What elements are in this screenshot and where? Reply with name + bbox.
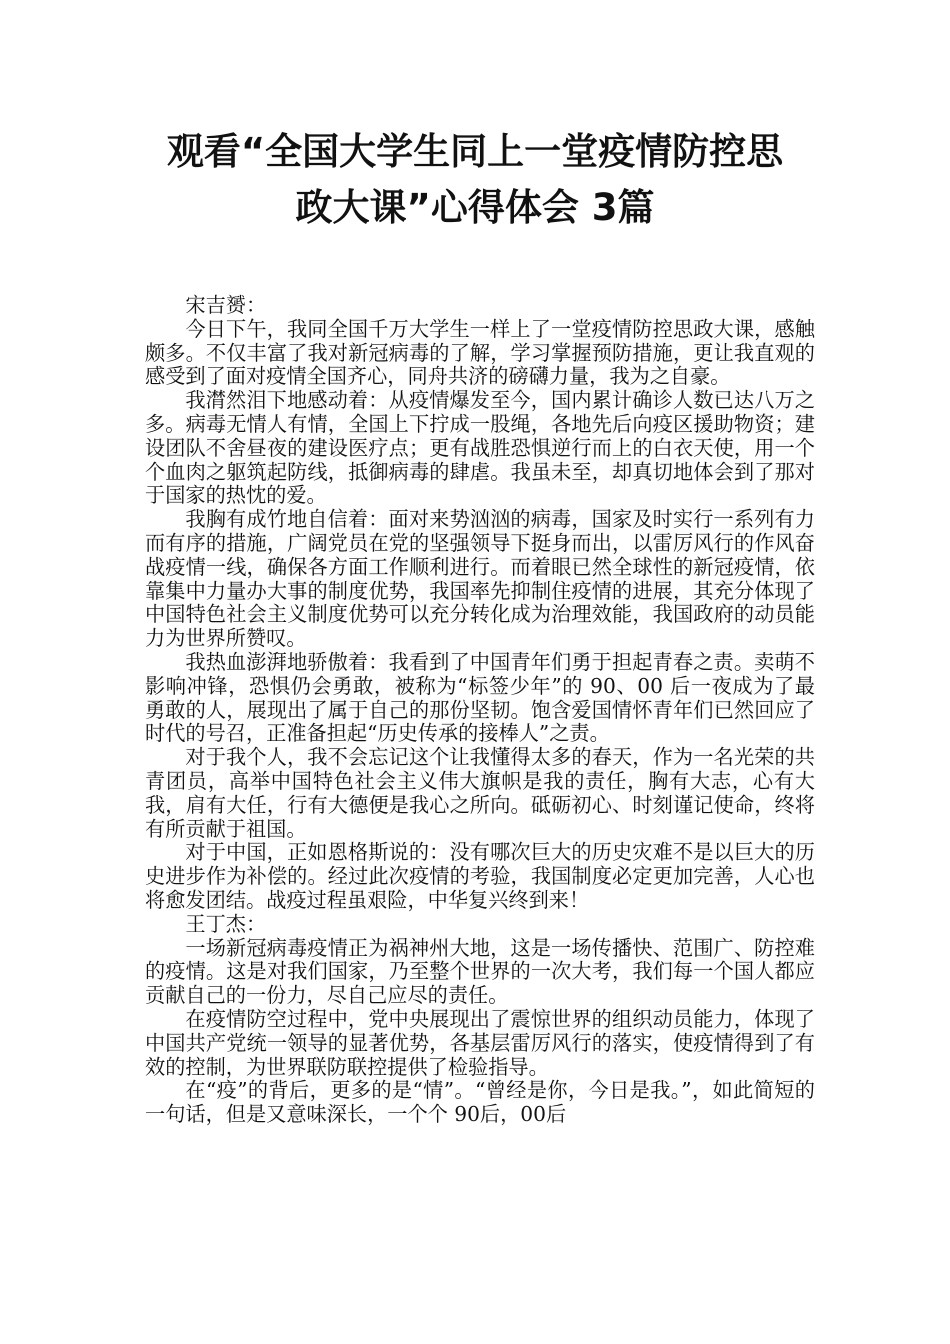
body-paragraph: 一场新冠病毒疫情正为祸神州大地，这是一场传播快、范围广、防控难的疫情。这是对我们国家，乃至整个世界的一次大考，我们每一个国人都应贡献自己的一份力，尽自己应尽的责任。: [145, 935, 815, 1008]
author-heading-song: 宋吉赟：: [185, 293, 267, 317]
document-title: [120, 124, 830, 236]
body-paragraph: 在“疫”的背后，更多的是“情”。“曾经是你，今日是我。”，如此简短的一句话，但是又意味深长，一个个 90后，00后: [145, 1078, 815, 1127]
author-heading-wang: 王丁杰：: [185, 911, 267, 936]
body-paragraph: 我热血澎湃地骄傲着：我看到了中国青年们勇于担起青春之责。卖萌不影响冲锋，恐惧仍会勇敢，被称为“标签少年”的 90、00 后一夜成为了最勇敢的人，展现出了属于自己的那份坚韧。饱含爱国情怀青年们已然回应了时代的号召，正准备担起“历史传承的接棒人”之责。: [145, 649, 815, 746]
body-paragraph: 我胸有成竹地自信着：面对来势汹汹的病毒，国家及时实行一系列有力而有序的措施，广阔党员在党的坚强领导下挺身而出，以雷厉风行的作风奋战疫情一线，确保各方面工作顺利进行。而着眼已然全球性的新冠疫情，依靠集中力量办大事的制度优势，我国率先抑制住疫情的进展，其充分体现了中国特色社会主义制度优势可以充分转化成为治理效能，我国政府的动员能力为世界所赞叹。: [145, 507, 815, 651]
title-line-1: 观看“全国大学生同上一堂疫情防控思: [166, 130, 784, 173]
document-body: [145, 294, 815, 1127]
body-paragraph: 对于我个人，我不会忘记这个让我懂得太多的春天，作为一名光荣的共青团员，高举中国特色社会主义伟大旗帜是我的责任，胸有大志，心有大我，肩有大任，行有大德便是我心之所向。砥砺初心、时刻谨记使命，终将有所贡献于祖国。: [145, 745, 815, 841]
title-line-2: 政大课”心得体会 3篇: [295, 186, 655, 229]
body-paragraph: 我潸然泪下地感动着：从疫情爆发至今，国内累计确诊人数已达八万之多。病毒无情人有情，全国上下拧成一股绳，各地先后向疫区援助物资；建设团队不舍昼夜的建设医疗点；更有战胜恐惧逆行而上的白衣天使，用一个个血肉之躯筑起防线，抵御病毒的肆虐。我虽未至，却真切地体会到了那对于国家的热忱的爱。: [145, 388, 815, 508]
body-paragraph: 今日下午，我同全国千万大学生一样上了一堂疫情防控思政大课，感触颇多。不仅丰富了我对新冠病毒的了解，学习掌握预防措施，更让我直观的感受到了面对疫情全国齐心，同舟共济的磅礴力量，我为之自豪。: [145, 316, 815, 389]
body-paragraph: 对于中国，正如恩格斯说的：没有哪次巨大的历史灾难不是以巨大的历史进步作为补偿的。经过此次疫情的考验，我国制度必定更加完善，人心也将愈发团结。战疫过程虽艰险，中华复兴终到来！: [145, 840, 815, 912]
body-paragraph: 在疫情防空过程中，党中央展现出了震惊世界的组织动员能力，体现了中国共产党统一领导的显著优势，各基层雷厉风行的落实，使疫情得到了有效的控制，为世界联防联控提供了检验指导。: [145, 1006, 815, 1079]
